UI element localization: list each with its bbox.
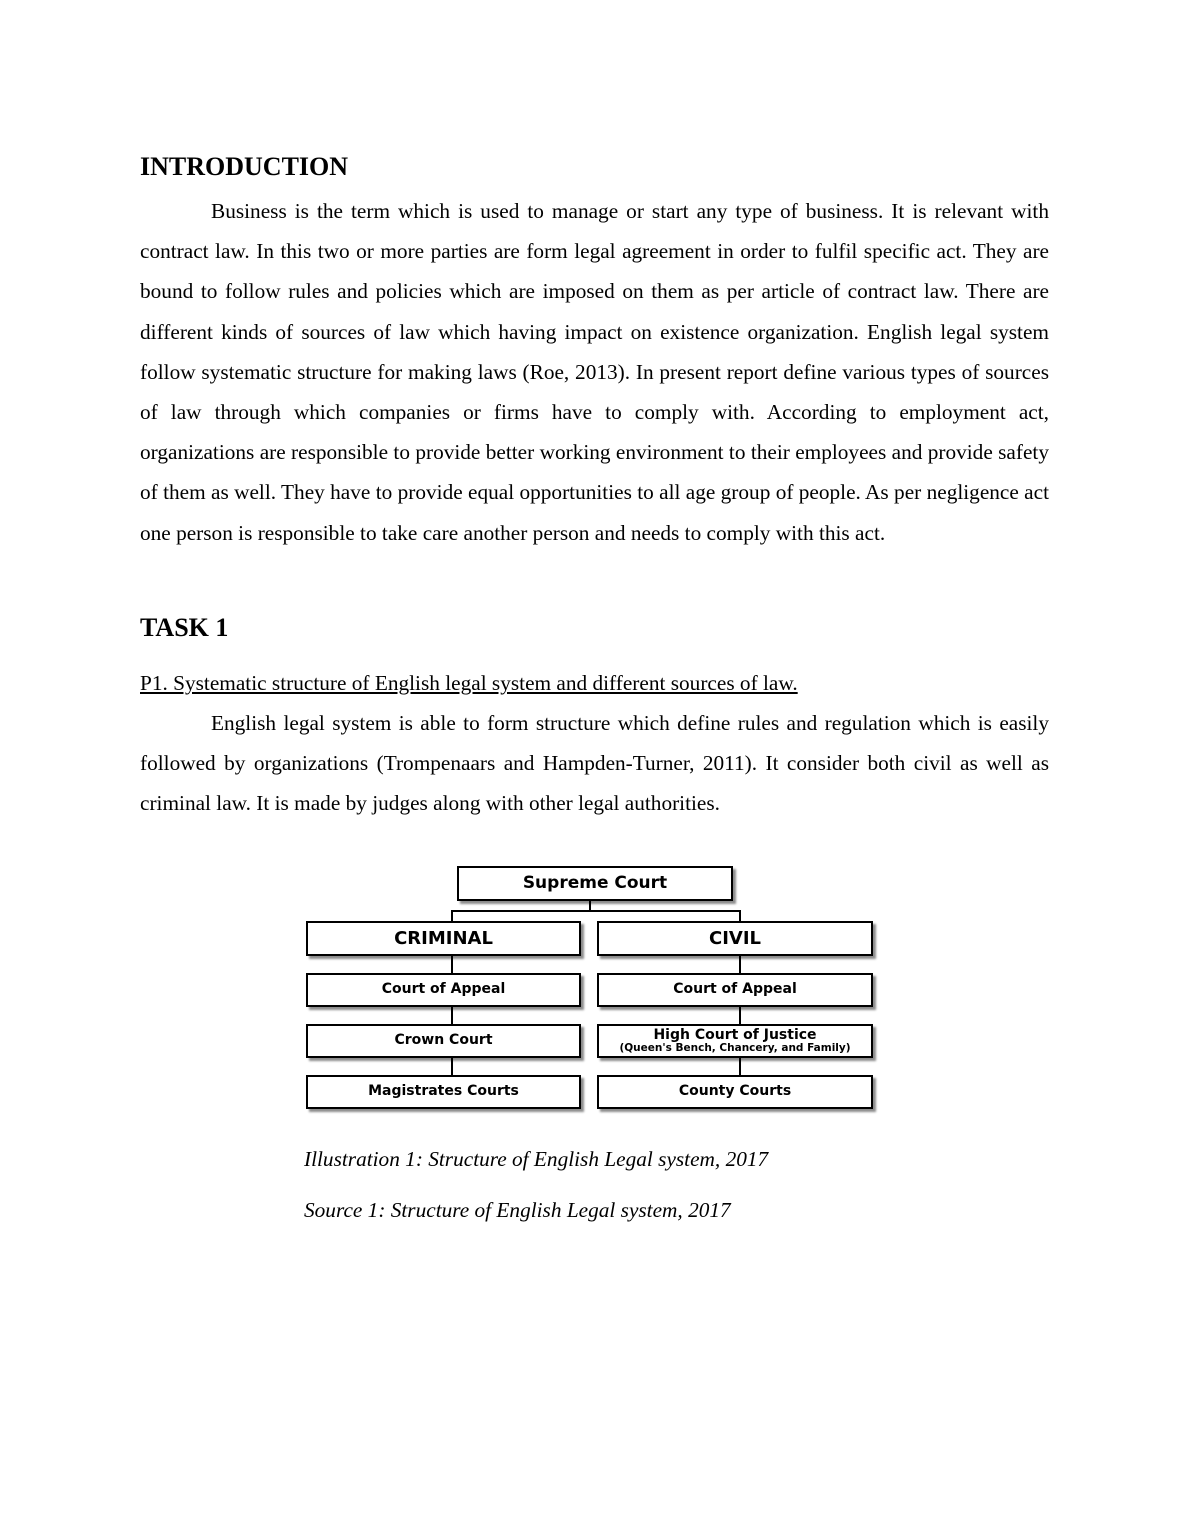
connector-line — [739, 1057, 741, 1076]
criminal-box — [306, 921, 581, 956]
task1-heading: TASK 1 — [140, 613, 229, 642]
county-courts-label: County Courts — [678, 1083, 792, 1100]
connector-line — [739, 955, 741, 974]
criminal-label: CRIMINAL — [394, 927, 493, 949]
introduction-heading: INTRODUCTION — [140, 152, 349, 181]
magistrates-courts-box — [306, 1075, 581, 1109]
criminal-court-of-appeal-label: Court of Appeal — [381, 981, 506, 998]
supreme-court-box — [457, 866, 733, 901]
magistrates-courts-label: Magistrates Courts — [368, 1083, 519, 1100]
county-courts-box — [597, 1075, 873, 1109]
introduction-paragraph: Business is the term which is used to manage or start any type of business. It is relevant with contract law. In this two or more parties are form legal agreement in order to fulfil specific act. They are bound to follow rules and policies which are imposed on them as per article of contract law. There are different kinds of sources of law which having impact on existence organization. English legal system follow systematic structure for making laws (Roe, 2013). In present report define various types of sources of law through which companies or firms have to comply with. According to employment act, organizations are responsible to provide better working environment to their employees and provide safety of them as well. They have to provide equal opportunities to all age group of people. As per negligence act one person is responsible to take care another person and needs to comply with this act. — [140, 199, 1049, 545]
crown-court-box — [306, 1024, 581, 1058]
task1-paragraph: English legal system is able to form structure which define rules and regulation which is easily followed by organizations (Trompenaars and Hampden-Turner, 2011). It consider both civil as well as criminal law. It is made by judges along with other legal authorities. — [140, 711, 1049, 816]
connector-line — [451, 910, 741, 912]
connector-line — [451, 955, 453, 974]
civil-label: CIVIL — [708, 927, 761, 949]
supreme-court-label: Supreme Court — [522, 873, 668, 894]
high-court-label: High Court of Justice — [653, 1026, 817, 1043]
legal-system-diagram — [306, 864, 878, 1114]
civil-box — [597, 921, 873, 956]
criminal-court-of-appeal-box — [306, 973, 581, 1007]
high-court-note: (Queen's Bench, Chancery, and Family) — [619, 1041, 851, 1054]
illustration-caption: Illustration 1: Structure of English Legal system, 2017 — [304, 1147, 769, 1171]
task1-subheading: P1. Systematic structure of English legal system and different sources of law. — [140, 671, 798, 695]
connector-line — [451, 1006, 453, 1025]
connector-line — [739, 1006, 741, 1025]
civil-court-of-appeal-box — [597, 973, 873, 1007]
civil-court-of-appeal-label: Court of Appeal — [673, 981, 797, 998]
source-caption: Source 1: Structure of English Legal system, 2017 — [304, 1198, 731, 1222]
crown-court-label: Crown Court — [394, 1032, 493, 1049]
connector-line — [451, 1057, 453, 1076]
high-court-box — [597, 1024, 873, 1058]
